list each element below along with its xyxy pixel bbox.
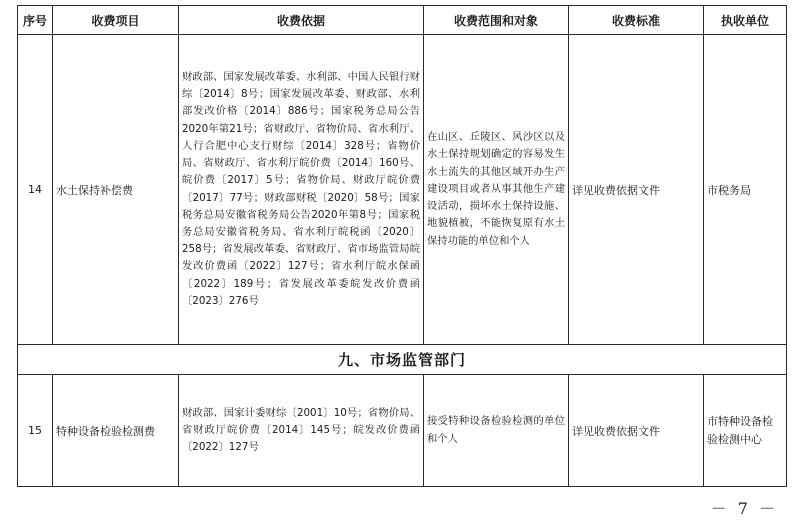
row-basis: 财政部、国家计委财综〔2001〕10号；省物价局、省财政厅皖价费〔2014〕145号；皖发改价费函〔2022〕127号: [179, 375, 424, 487]
row-number: 14: [18, 35, 53, 345]
table-row: [18, 35, 787, 345]
header-item: 收费项目: [53, 6, 179, 35]
fee-table: [17, 5, 787, 487]
row-item: 水土保持补偿费: [53, 35, 179, 345]
header-row: [18, 6, 787, 35]
row-scope: 接受特种设备检验检测的单位和个人: [424, 375, 569, 487]
header-standard: 收费标准: [569, 6, 704, 35]
row-unit: 市特种设备检验检测中心: [704, 375, 787, 487]
row-scope: 在山区、丘陵区、风沙区以及水土保持规划确定的容易发生水土流失的其他区域开办生产建设项目或者从事其他生产建设活动，损坏水土保持设施、地貌植被，不能恢复原有水土保持功能的单位和个人: [424, 35, 569, 345]
page-number: － 7 －: [710, 499, 778, 518]
header-number: 序号: [18, 6, 53, 35]
row-number: 15: [18, 375, 53, 487]
row-standard: 详见收费依据文件: [569, 375, 704, 487]
section-row: [18, 345, 787, 375]
row-item: 特种设备检验检测费: [53, 375, 179, 487]
row-basis: 财政部、国家发展改革委、水利部、中国人民银行财综〔2014〕8号；国家发展改革委、财政部、水利部发改价格〔2014〕886号；国家税务总局公告2020年第21号；省财政厅、省物价局、省水利厅、人行合肥中心支行财综〔2014〕328号；省物价局、省财政厅、省水利厅皖价费〔2014〕160号、皖价费〔2017〕5号；省物价局、财政厅皖价费〔2017〕77号；财政部财税〔2020〕58号；国家税务总局安徽省税务局公告2020年第8号；国家税务总局安徽省税务局、省水利厅皖税函〔2020〕258号；省发展改革委、省财政厅、省市场监管局皖发改价费函〔2022〕127号；省水利厅皖水保函〔2022〕189号；省发展改革委皖发改价费函〔2023〕276号: [179, 35, 424, 345]
header-unit: 执收单位: [704, 6, 787, 35]
header-basis: 收费依据: [179, 6, 424, 35]
table-row: [18, 375, 787, 487]
row-unit: 市税务局: [704, 35, 787, 345]
section-title: 九、市场监管部门: [18, 345, 787, 375]
row-standard: 详见收费依据文件: [569, 35, 704, 345]
header-scope: 收费范围和对象: [424, 6, 569, 35]
